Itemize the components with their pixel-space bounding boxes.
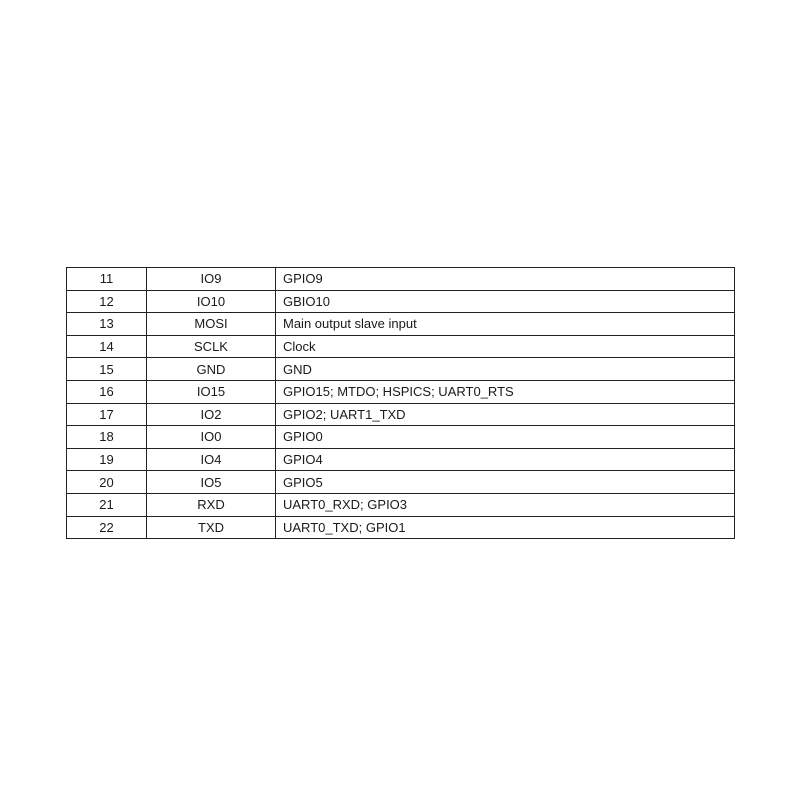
pin-name-cell: IO9 <box>147 268 276 291</box>
table-row <box>67 426 735 449</box>
table-row <box>67 471 735 494</box>
table-row <box>67 448 735 471</box>
pin-number-cell: 17 <box>67 403 147 426</box>
pin-name-cell: IO15 <box>147 380 276 403</box>
table-row <box>67 493 735 516</box>
pin-number-cell: 11 <box>67 268 147 291</box>
pin-table <box>66 267 735 539</box>
table-row <box>67 335 735 358</box>
pin-name-cell: RXD <box>147 493 276 516</box>
pin-name-cell: GND <box>147 358 276 381</box>
pin-number-cell: 14 <box>67 335 147 358</box>
pin-number-cell: 15 <box>67 358 147 381</box>
pin-function-cell: UART0_RXD; GPIO3 <box>276 493 735 516</box>
pin-name-cell: IO2 <box>147 403 276 426</box>
pin-function-cell: GPIO15; MTDO; HSPICS; UART0_RTS <box>276 380 735 403</box>
pin-function-cell: GPIO5 <box>276 471 735 494</box>
pin-name-cell: SCLK <box>147 335 276 358</box>
table-row <box>67 313 735 336</box>
table-row <box>67 380 735 403</box>
pin-number-cell: 22 <box>67 516 147 539</box>
pin-number-cell: 19 <box>67 448 147 471</box>
table-row <box>67 516 735 539</box>
pin-number-cell: 18 <box>67 426 147 449</box>
pin-function-cell: GBIO10 <box>276 290 735 313</box>
pin-number-cell: 20 <box>67 471 147 494</box>
table-row <box>67 268 735 291</box>
pin-function-cell: Main output slave input <box>276 313 735 336</box>
pin-function-cell: Clock <box>276 335 735 358</box>
pin-function-cell: GPIO0 <box>276 426 735 449</box>
table-row <box>67 290 735 313</box>
pin-number-cell: 16 <box>67 380 147 403</box>
pin-function-cell: GPIO2; UART1_TXD <box>276 403 735 426</box>
table-row <box>67 403 735 426</box>
pin-name-cell: IO5 <box>147 471 276 494</box>
table-row <box>67 358 735 381</box>
pin-number-cell: 21 <box>67 493 147 516</box>
pin-function-cell: GND <box>276 358 735 381</box>
pin-name-cell: IO4 <box>147 448 276 471</box>
pin-table-body <box>67 268 735 539</box>
pin-name-cell: IO10 <box>147 290 276 313</box>
pin-function-cell: UART0_TXD; GPIO1 <box>276 516 735 539</box>
pin-function-cell: GPIO4 <box>276 448 735 471</box>
pin-number-cell: 12 <box>67 290 147 313</box>
pin-name-cell: MOSI <box>147 313 276 336</box>
pin-name-cell: IO0 <box>147 426 276 449</box>
pin-function-cell: GPIO9 <box>276 268 735 291</box>
pin-name-cell: TXD <box>147 516 276 539</box>
pin-number-cell: 13 <box>67 313 147 336</box>
